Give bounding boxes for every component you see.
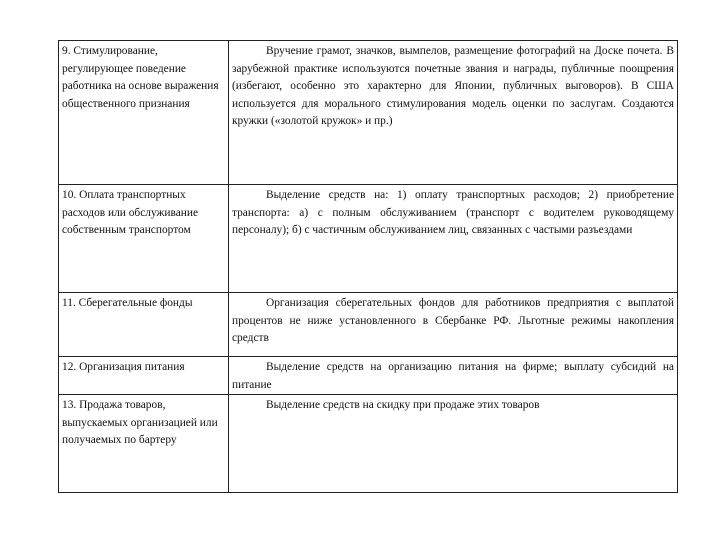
table-row	[59, 185, 678, 293]
table-row	[59, 41, 678, 185]
description-cell: Выделение средств на организацию питания на фирме; выплату субсидий на питание	[229, 357, 678, 395]
table-row	[59, 293, 678, 357]
table-row	[59, 357, 678, 395]
description-cell: Выделение средств на скидку при продаже этих товаров	[229, 395, 678, 493]
table-row	[59, 395, 678, 493]
category-cell: 13. Продажа товаров, выпускаемых организацией или получаемых по бартеру	[59, 395, 229, 493]
incentive-table	[58, 40, 678, 493]
description-cell: Вручение грамот, значков, вымпелов, размещение фотографий на Доске почета. В зарубежной практике используются почетные звания и награды, публичные поощрения (избегают, особенно это характерно для Японии, публичных выговоров). В США используется для морального стимулирования модель оценки по заслугам. Создаются кружки («золотой кружок» и пр.)	[229, 41, 678, 185]
category-cell: 11. Сберегательные фонды	[59, 293, 229, 357]
category-cell: 9. Стимулирование, регулирующее поведение работника на основе выражения общественного признания	[59, 41, 229, 185]
description-cell: Выделение средств на: 1) оплату транспортных расходов; 2) приобретение транспорта: а) с полным обслуживанием (транспорт с водителем руководящему персоналу); б) с частичным обслуживанием лиц, связанных с частыми разъездами	[229, 185, 678, 293]
category-cell: 10. Оплата транспортных расходов или обслуживание собственным транспортом	[59, 185, 229, 293]
description-cell: Организация сберегательных фондов для работников предприятия с выплатой процентов не ниже установленного в Сбербанке РФ. Льготные режимы накопления средств	[229, 293, 678, 357]
category-cell: 12. Организация питания	[59, 357, 229, 395]
